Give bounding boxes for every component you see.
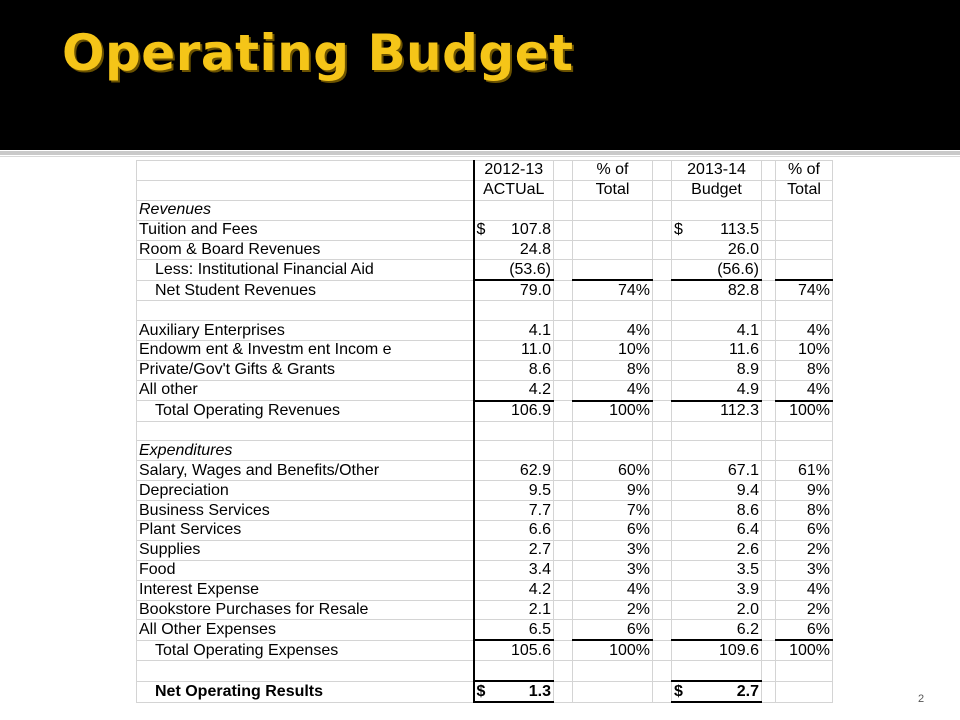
- spacer-cell: [653, 620, 672, 640]
- pct-2013-14: 9%: [776, 481, 833, 501]
- value-2013-14: [672, 301, 762, 321]
- pct-2012-13: [573, 681, 653, 702]
- value-2013-14: [672, 681, 762, 702]
- spacer-cell: [762, 321, 776, 341]
- row-label: Supplies: [137, 540, 474, 560]
- col-header-actual: ACTUaL: [474, 180, 554, 200]
- spacer-cell: [653, 260, 672, 280]
- pct-2012-13: 9%: [573, 481, 653, 501]
- spacer-cell: [554, 321, 573, 341]
- spacer-cell: [554, 360, 573, 380]
- table-row: [137, 661, 833, 681]
- row-label: Business Services: [137, 501, 474, 521]
- pct-2013-14: 100%: [776, 401, 833, 421]
- row-label: Room & Board Revenues: [137, 240, 474, 260]
- value-2012-13: 62.9: [474, 461, 554, 481]
- value-2013-14: (56.6): [672, 260, 762, 280]
- table-row: [137, 481, 833, 501]
- col-header-budget: Budget: [672, 180, 762, 200]
- pct-2013-14: 6%: [776, 620, 833, 640]
- value-2012-13: [474, 441, 554, 461]
- spacer-cell: [762, 220, 776, 240]
- row-label: Bookstore Purchases for Resale: [137, 600, 474, 620]
- pct-2012-13: [573, 220, 653, 240]
- table-row: [137, 580, 833, 600]
- row-label: [137, 301, 474, 321]
- row-label: Net Operating Results: [137, 681, 474, 702]
- table-row: [137, 260, 833, 280]
- spacer-cell: [554, 540, 573, 560]
- row-label: Depreciation: [137, 481, 474, 501]
- value-2012-13: 2.1: [474, 600, 554, 620]
- spacer-cell: [653, 560, 672, 580]
- row-label: Auxiliary Enterprises: [137, 321, 474, 341]
- pct-2012-13: [573, 260, 653, 280]
- table-row: [137, 200, 833, 220]
- spacer-cell: [762, 441, 776, 461]
- divider-rule: [0, 151, 960, 155]
- pct-2012-13: 6%: [573, 521, 653, 541]
- pct-2013-14: 74%: [776, 280, 833, 300]
- spacer-cell: [653, 481, 672, 501]
- row-label: [137, 421, 474, 441]
- spacer-cell: [653, 501, 672, 521]
- cell-value: 107.8: [510, 221, 551, 239]
- spacer-cell: [762, 421, 776, 441]
- row-label: All other: [137, 380, 474, 400]
- value-2013-14: 82.8: [672, 280, 762, 300]
- value-2013-14: 3.9: [672, 580, 762, 600]
- value-2013-14: 3.5: [672, 560, 762, 580]
- row-label: Revenues: [137, 200, 474, 220]
- row-label: [137, 661, 474, 681]
- currency-symbol: $: [476, 682, 486, 700]
- pct-2013-14: 4%: [776, 380, 833, 400]
- pct-2012-13: [573, 301, 653, 321]
- value-2012-13: 4.1: [474, 321, 554, 341]
- col-header-budget-year: 2013-14: [672, 161, 762, 181]
- spacer-cell: [653, 521, 672, 541]
- table-row: [137, 341, 833, 361]
- spacer-cell: [554, 521, 573, 541]
- pct-2013-14: 2%: [776, 540, 833, 560]
- pct-2013-14: 2%: [776, 600, 833, 620]
- pct-2013-14: [776, 240, 833, 260]
- spacer-cell: [653, 421, 672, 441]
- spacer-cell: [762, 600, 776, 620]
- value-2012-13: 6.6: [474, 521, 554, 541]
- spacer-cell: [653, 341, 672, 361]
- table-row: [137, 461, 833, 481]
- row-label: Total Operating Revenues: [137, 401, 474, 421]
- pct-2012-13: 3%: [573, 560, 653, 580]
- value-2013-14: 4.1: [672, 321, 762, 341]
- spacer-cell: [762, 260, 776, 280]
- spacer-cell: [762, 640, 776, 660]
- value-2012-13: 2.7: [474, 540, 554, 560]
- value-2012-13: [474, 301, 554, 321]
- spacer-cell: [554, 441, 573, 461]
- pct-2013-14: 4%: [776, 321, 833, 341]
- value-2012-13: (53.6): [474, 260, 554, 280]
- spacer-cell: [653, 580, 672, 600]
- pct-2013-14: 4%: [776, 580, 833, 600]
- table-row: [137, 280, 833, 300]
- spacer-cell: [653, 280, 672, 300]
- pct-2013-14: [776, 661, 833, 681]
- row-label: All Other Expenses: [137, 620, 474, 640]
- table-row: [137, 360, 833, 380]
- spacer-cell: [554, 380, 573, 400]
- pct-2012-13: 4%: [573, 380, 653, 400]
- spacer-cell: [653, 540, 672, 560]
- value-2013-14: 6.4: [672, 521, 762, 541]
- spacer-cell: [653, 401, 672, 421]
- col-header-pct-2: % of: [776, 161, 833, 181]
- value-2012-13: 9.5: [474, 481, 554, 501]
- spacer-cell: [762, 401, 776, 421]
- page-title: Operating Budget: [62, 24, 574, 82]
- spacer-cell: [554, 341, 573, 361]
- value-2012-13: 4.2: [474, 580, 554, 600]
- spacer-cell: [653, 461, 672, 481]
- row-label: Expenditures: [137, 441, 474, 461]
- spacer-cell: [554, 560, 573, 580]
- value-2012-13: 79.0: [474, 280, 554, 300]
- table-row: [137, 681, 833, 702]
- pct-2012-13: 6%: [573, 620, 653, 640]
- row-label: Interest Expense: [137, 580, 474, 600]
- spacer-cell: [554, 600, 573, 620]
- currency-symbol: $: [674, 682, 683, 700]
- value-2012-13: [474, 200, 554, 220]
- pct-2013-14: [776, 441, 833, 461]
- currency-symbol: $: [674, 221, 683, 239]
- pct-2013-14: [776, 220, 833, 240]
- col-header-pct-1: % of: [573, 161, 653, 181]
- spacer-cell: [762, 521, 776, 541]
- pct-2013-14: 10%: [776, 341, 833, 361]
- table-row: [137, 600, 833, 620]
- value-2012-13: 7.7: [474, 501, 554, 521]
- spacer-cell: [554, 461, 573, 481]
- spacer-cell: [554, 580, 573, 600]
- value-2013-14: 8.6: [672, 501, 762, 521]
- page-number: 2: [918, 693, 925, 705]
- value-2013-14: [672, 200, 762, 220]
- table-row: [137, 240, 833, 260]
- row-label: Plant Services: [137, 521, 474, 541]
- pct-2012-13: 100%: [573, 401, 653, 421]
- table-row: [137, 321, 833, 341]
- pct-2013-14: 6%: [776, 521, 833, 541]
- value-2013-14: [672, 220, 762, 240]
- value-2013-14: [672, 661, 762, 681]
- value-2013-14: [672, 421, 762, 441]
- spacer-cell: [554, 421, 573, 441]
- spacer-cell: [653, 301, 672, 321]
- spacer-cell: [762, 681, 776, 702]
- spacer-cell: [762, 560, 776, 580]
- spacer-cell: [653, 360, 672, 380]
- spacer-cell: [762, 620, 776, 640]
- value-2012-13: [474, 661, 554, 681]
- table-row: [137, 380, 833, 400]
- spacer-cell: [554, 661, 573, 681]
- spacer-cell: [653, 441, 672, 461]
- pct-2012-13: 7%: [573, 501, 653, 521]
- pct-2012-13: 74%: [573, 280, 653, 300]
- pct-2013-14: [776, 681, 833, 702]
- table-row: [137, 401, 833, 421]
- pct-2012-13: [573, 240, 653, 260]
- pct-2012-13: [573, 441, 653, 461]
- spacer-cell: [554, 240, 573, 260]
- pct-2012-13: 10%: [573, 341, 653, 361]
- value-2012-13: 106.9: [474, 401, 554, 421]
- pct-2013-14: 8%: [776, 360, 833, 380]
- spacer-cell: [554, 481, 573, 501]
- spacer-cell: [653, 321, 672, 341]
- col-header-total-2: Total: [776, 180, 833, 200]
- table-row: [137, 501, 833, 521]
- spacer-cell: [762, 301, 776, 321]
- spacer-cell: [653, 380, 672, 400]
- pct-2013-14: 61%: [776, 461, 833, 481]
- table-row: [137, 220, 833, 240]
- row-label: Less: Institutional Financial Aid: [137, 260, 474, 280]
- table-row: [137, 421, 833, 441]
- spacer-cell: [554, 401, 573, 421]
- value-2013-14: 11.6: [672, 341, 762, 361]
- table-row: [137, 620, 833, 640]
- table-row: [137, 521, 833, 541]
- row-label: Salary, Wages and Benefits/Other: [137, 461, 474, 481]
- value-2013-14: 2.0: [672, 600, 762, 620]
- cell-value: 113.5: [720, 221, 759, 239]
- value-2013-14: 8.9: [672, 360, 762, 380]
- row-label: Endowm ent & Investm ent Incom e: [137, 341, 474, 361]
- spacer-cell: [554, 280, 573, 300]
- spacer-cell: [653, 600, 672, 620]
- spacer-cell: [653, 240, 672, 260]
- value-2012-13: 105.6: [474, 640, 554, 660]
- spacer-cell: [653, 640, 672, 660]
- row-label: Total Operating Expenses: [137, 640, 474, 660]
- pct-2012-13: 2%: [573, 600, 653, 620]
- value-2013-14: 112.3: [672, 401, 762, 421]
- spacer-cell: [762, 280, 776, 300]
- pct-2012-13: [573, 661, 653, 681]
- table-row: [137, 560, 833, 580]
- spacer-cell: [762, 481, 776, 501]
- value-2012-13: 11.0: [474, 341, 554, 361]
- spacer-cell: [554, 260, 573, 280]
- col-header-actual-year: 2012-13: [474, 161, 554, 181]
- spacer-cell: [554, 681, 573, 702]
- pct-2012-13: 100%: [573, 640, 653, 660]
- pct-2012-13: 4%: [573, 580, 653, 600]
- spacer-cell: [653, 661, 672, 681]
- spacer-cell: [653, 200, 672, 220]
- value-2012-13: [474, 220, 554, 240]
- header-row-1: [137, 161, 833, 181]
- pct-2012-13: 8%: [573, 360, 653, 380]
- pct-2013-14: [776, 421, 833, 441]
- value-2012-13: 4.2: [474, 380, 554, 400]
- row-label: Net Student Revenues: [137, 280, 474, 300]
- pct-2013-14: 8%: [776, 501, 833, 521]
- table-row: [137, 640, 833, 660]
- spacer-cell: [653, 220, 672, 240]
- spacer-cell: [554, 200, 573, 220]
- value-2013-14: 6.2: [672, 620, 762, 640]
- budget-table: [136, 160, 833, 703]
- spacer-cell: [653, 681, 672, 702]
- spacer-cell: [762, 200, 776, 220]
- header-row-2: [137, 180, 833, 200]
- pct-2012-13: 60%: [573, 461, 653, 481]
- row-label: Private/Gov't Gifts & Grants: [137, 360, 474, 380]
- pct-2013-14: [776, 200, 833, 220]
- spacer-cell: [762, 501, 776, 521]
- value-2013-14: 26.0: [672, 240, 762, 260]
- spacer-cell: [762, 240, 776, 260]
- value-2012-13: [474, 681, 554, 702]
- spacer-cell: [762, 380, 776, 400]
- value-2013-14: 67.1: [672, 461, 762, 481]
- value-2013-14: 4.9: [672, 380, 762, 400]
- spacer-cell: [554, 640, 573, 660]
- table-row: [137, 301, 833, 321]
- value-2013-14: 2.6: [672, 540, 762, 560]
- table-row: [137, 441, 833, 461]
- pct-2012-13: [573, 421, 653, 441]
- value-2012-13: 6.5: [474, 620, 554, 640]
- spacer-cell: [762, 661, 776, 681]
- pct-2012-13: 3%: [573, 540, 653, 560]
- spacer-cell: [762, 461, 776, 481]
- spacer-cell: [554, 501, 573, 521]
- spacer-cell: [762, 360, 776, 380]
- cell-value: 1.3: [528, 682, 551, 700]
- cell-value: 2.7: [736, 682, 759, 700]
- row-label: Tuition and Fees: [137, 220, 474, 240]
- table-row: [137, 540, 833, 560]
- value-2013-14: 109.6: [672, 640, 762, 660]
- value-2012-13: [474, 421, 554, 441]
- divider-rule-thin: [0, 156, 960, 157]
- spacer-cell: [554, 301, 573, 321]
- spacer-cell: [554, 220, 573, 240]
- spacer-cell: [554, 620, 573, 640]
- row-label: Food: [137, 560, 474, 580]
- value-2013-14: [672, 441, 762, 461]
- spacer-cell: [762, 540, 776, 560]
- pct-2013-14: 3%: [776, 560, 833, 580]
- spacer-cell: [762, 341, 776, 361]
- value-2012-13: 8.6: [474, 360, 554, 380]
- value-2013-14: 9.4: [672, 481, 762, 501]
- col-header-total-1: Total: [573, 180, 653, 200]
- pct-2013-14: [776, 301, 833, 321]
- currency-symbol: $: [476, 221, 486, 239]
- pct-2013-14: [776, 260, 833, 280]
- pct-2012-13: [573, 200, 653, 220]
- value-2012-13: 3.4: [474, 560, 554, 580]
- spacer-cell: [762, 580, 776, 600]
- title-bar: [0, 0, 960, 150]
- value-2012-13: 24.8: [474, 240, 554, 260]
- pct-2012-13: 4%: [573, 321, 653, 341]
- pct-2013-14: 100%: [776, 640, 833, 660]
